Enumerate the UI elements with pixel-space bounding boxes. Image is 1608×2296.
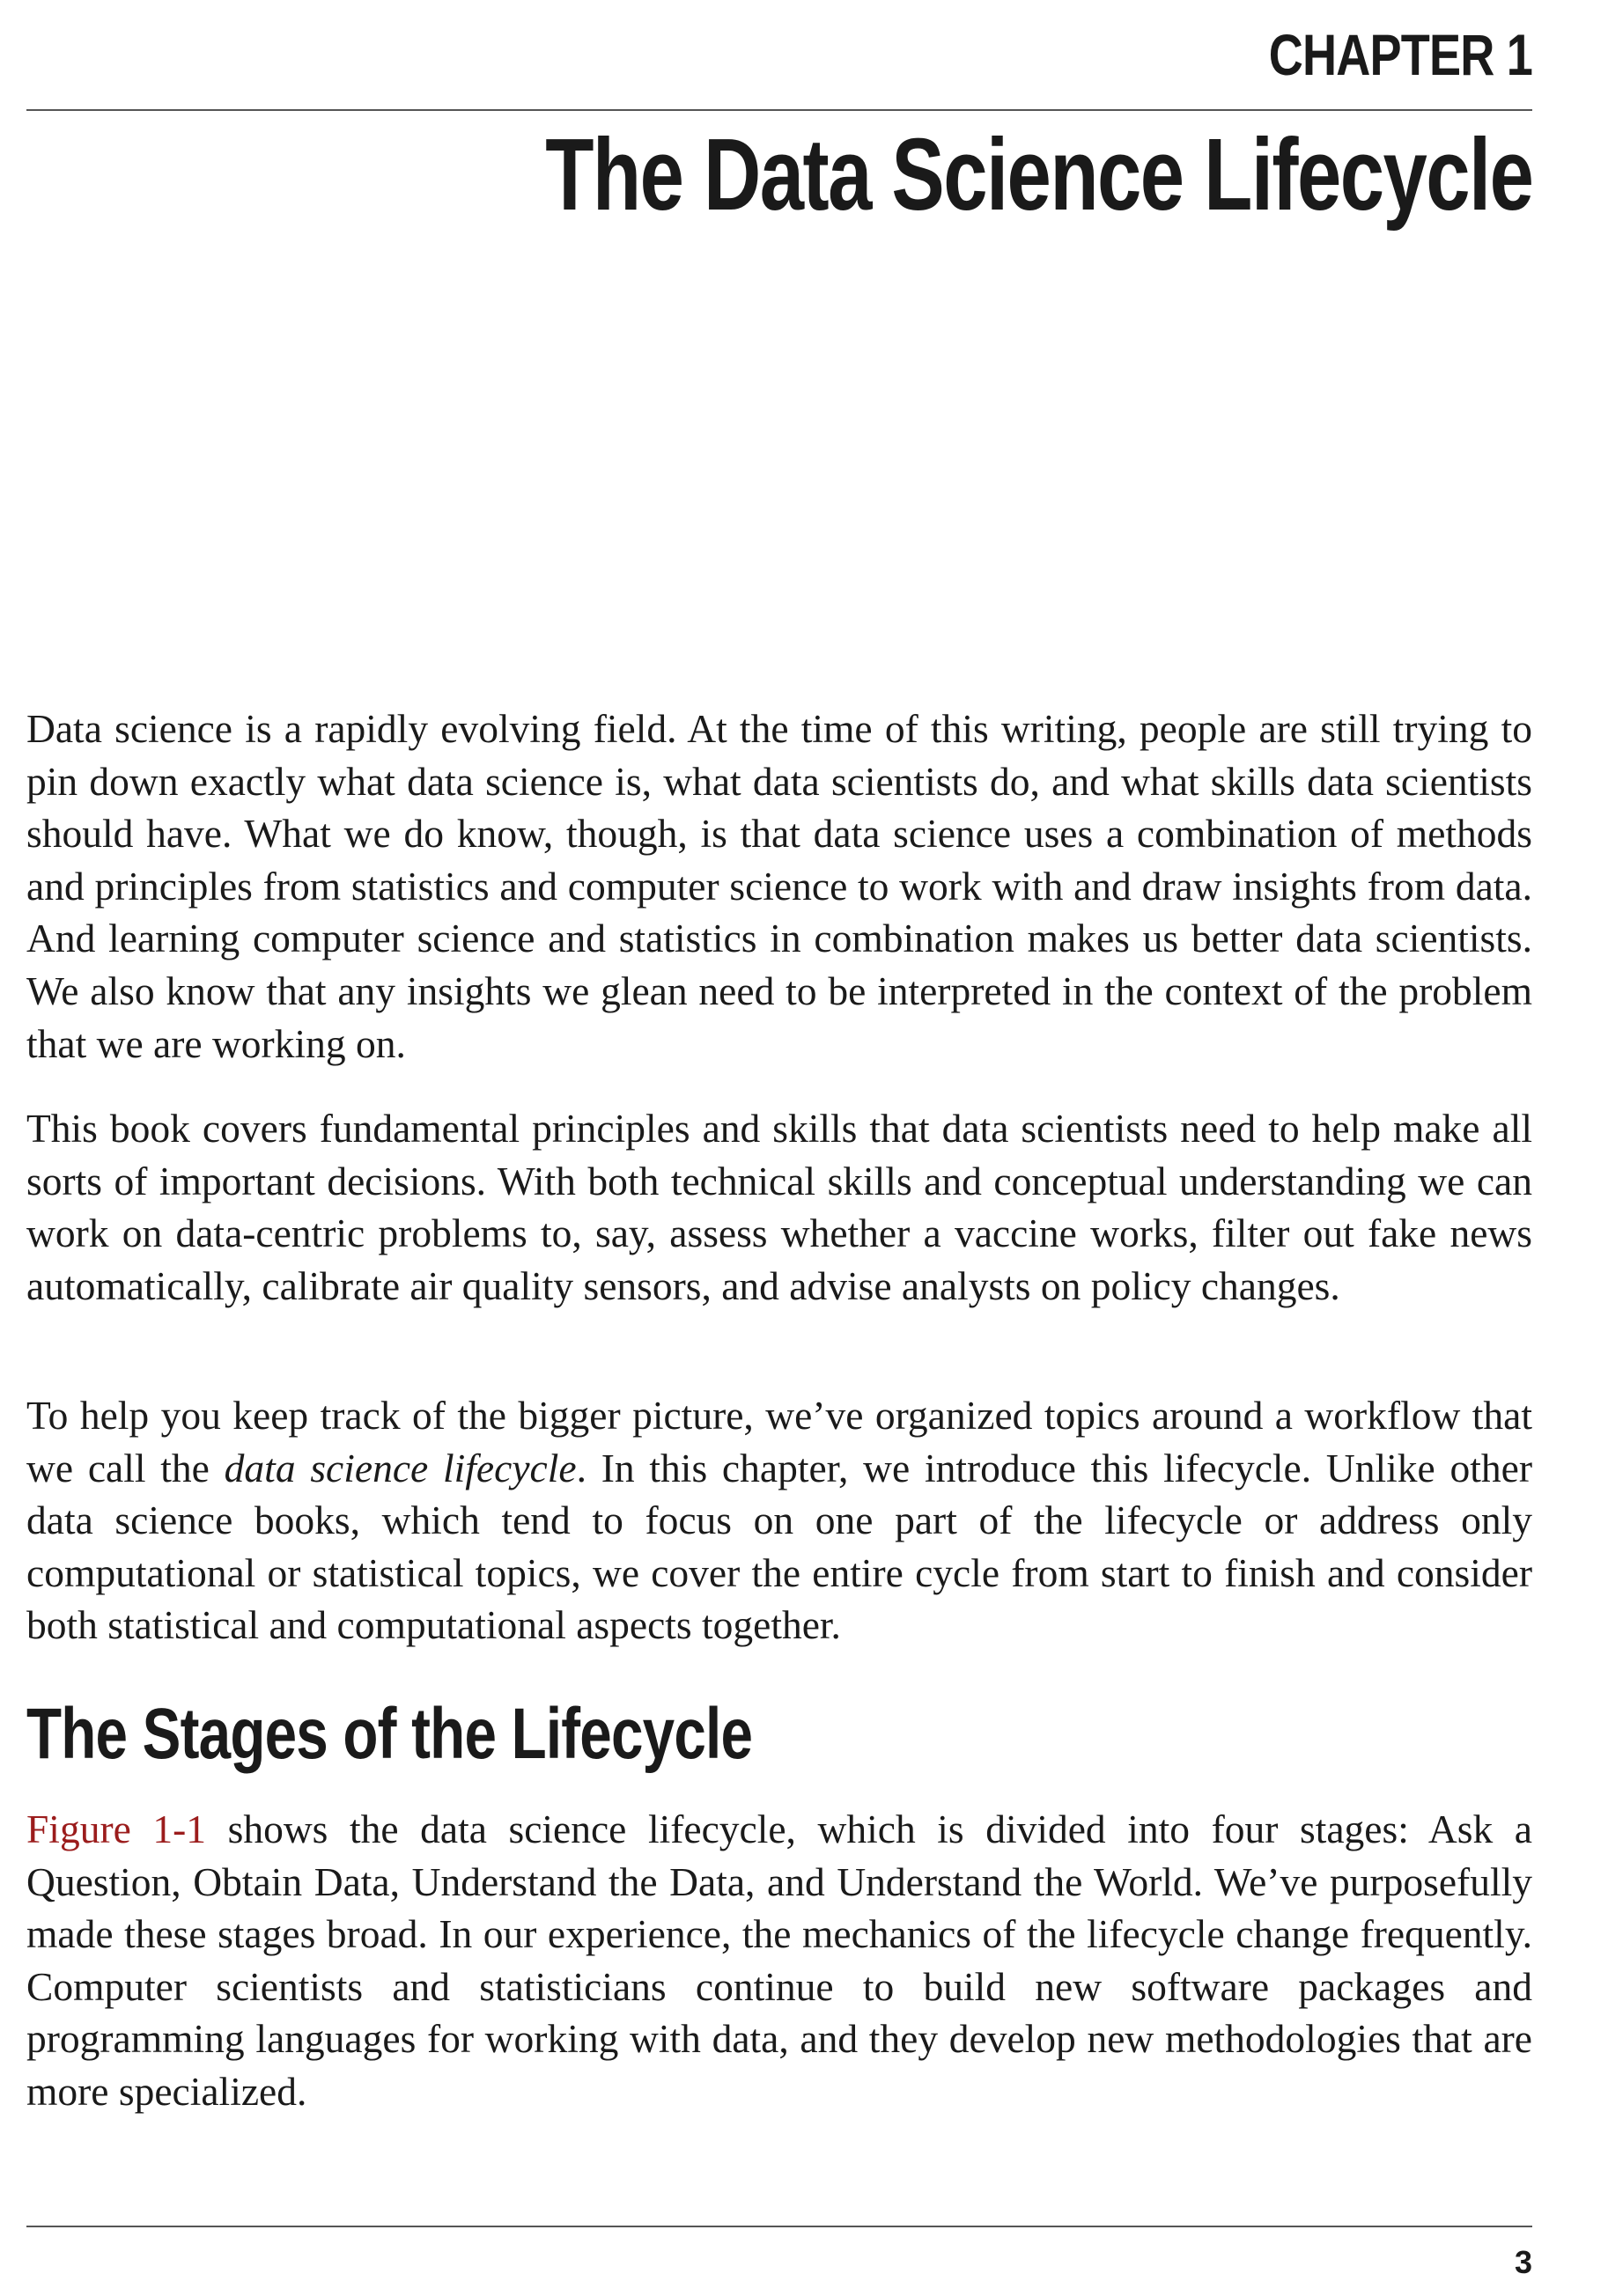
page-number: 3 [1514,2244,1532,2280]
chapter-title: The Data Science Lifecycle [544,117,1532,232]
paragraph-text: shows the data science lifecycle, which is divided into four stages: Ask a Question, Obtain Data, Understand the Data, and Understand the World. We’ve purposefully made these stages broad. In our experience, the mechanics of the lifecycle change frequently. Computer scientists and statisticians continue to build new software packages and programming languages for working with data, and they develop new methodologies that are more specialized. [26,1807,1532,2114]
figure-reference-link[interactable]: Figure 1-1 [26,1807,207,1851]
paragraph-text: To help you keep track of the bigger picture, we’ve organized topics around a workflow that we call the [26,1393,1532,1490]
section-heading: The Stages of the Lifecycle [26,1694,753,1774]
header-rule [26,109,1532,111]
intro-paragraph-1: Data science is a rapidly evolving field. At the time of this writing, people are still trying to pin down exactly what data science is, what data scientists do, and what skills data scientists should have. What we do know, though, is that data science uses a combination of methods and principles from statistics and computer science to work with and draw insights from data. And learning computer science and statistics in combination makes us better data scientists. We also know that any insights we glean need to be interpreted in the context of the problem that we are working on. [26,706,1532,1066]
intro-paragraph-3 [26,1389,1532,1652]
section-paragraph-1 [26,1803,1532,2118]
intro-paragraph-2: This book covers fundamental principles and skills that data scientists need to help make all sorts of important decisions. With both technical skills and conceptual understanding we can work on data-centric problems to, say, assess whether a vaccine works, filter out fake news automatically, calibrate air quality sensors, and advise analysts on policy changes. [26,1106,1532,1308]
emphasis-term: data science lifecycle [224,1445,577,1490]
footer-rule [26,2226,1532,2227]
chapter-label: CHAPTER 1 [1268,22,1532,87]
paragraph-text: . In this chapter, we introduce this lifecycle. Unlike other data science books, which tend to focus on one part of the lifecycle or address only computational or statistical topics, we cover the entire cycle from start to finish and consider both statistical and computational aspects together. [26,1445,1532,1648]
